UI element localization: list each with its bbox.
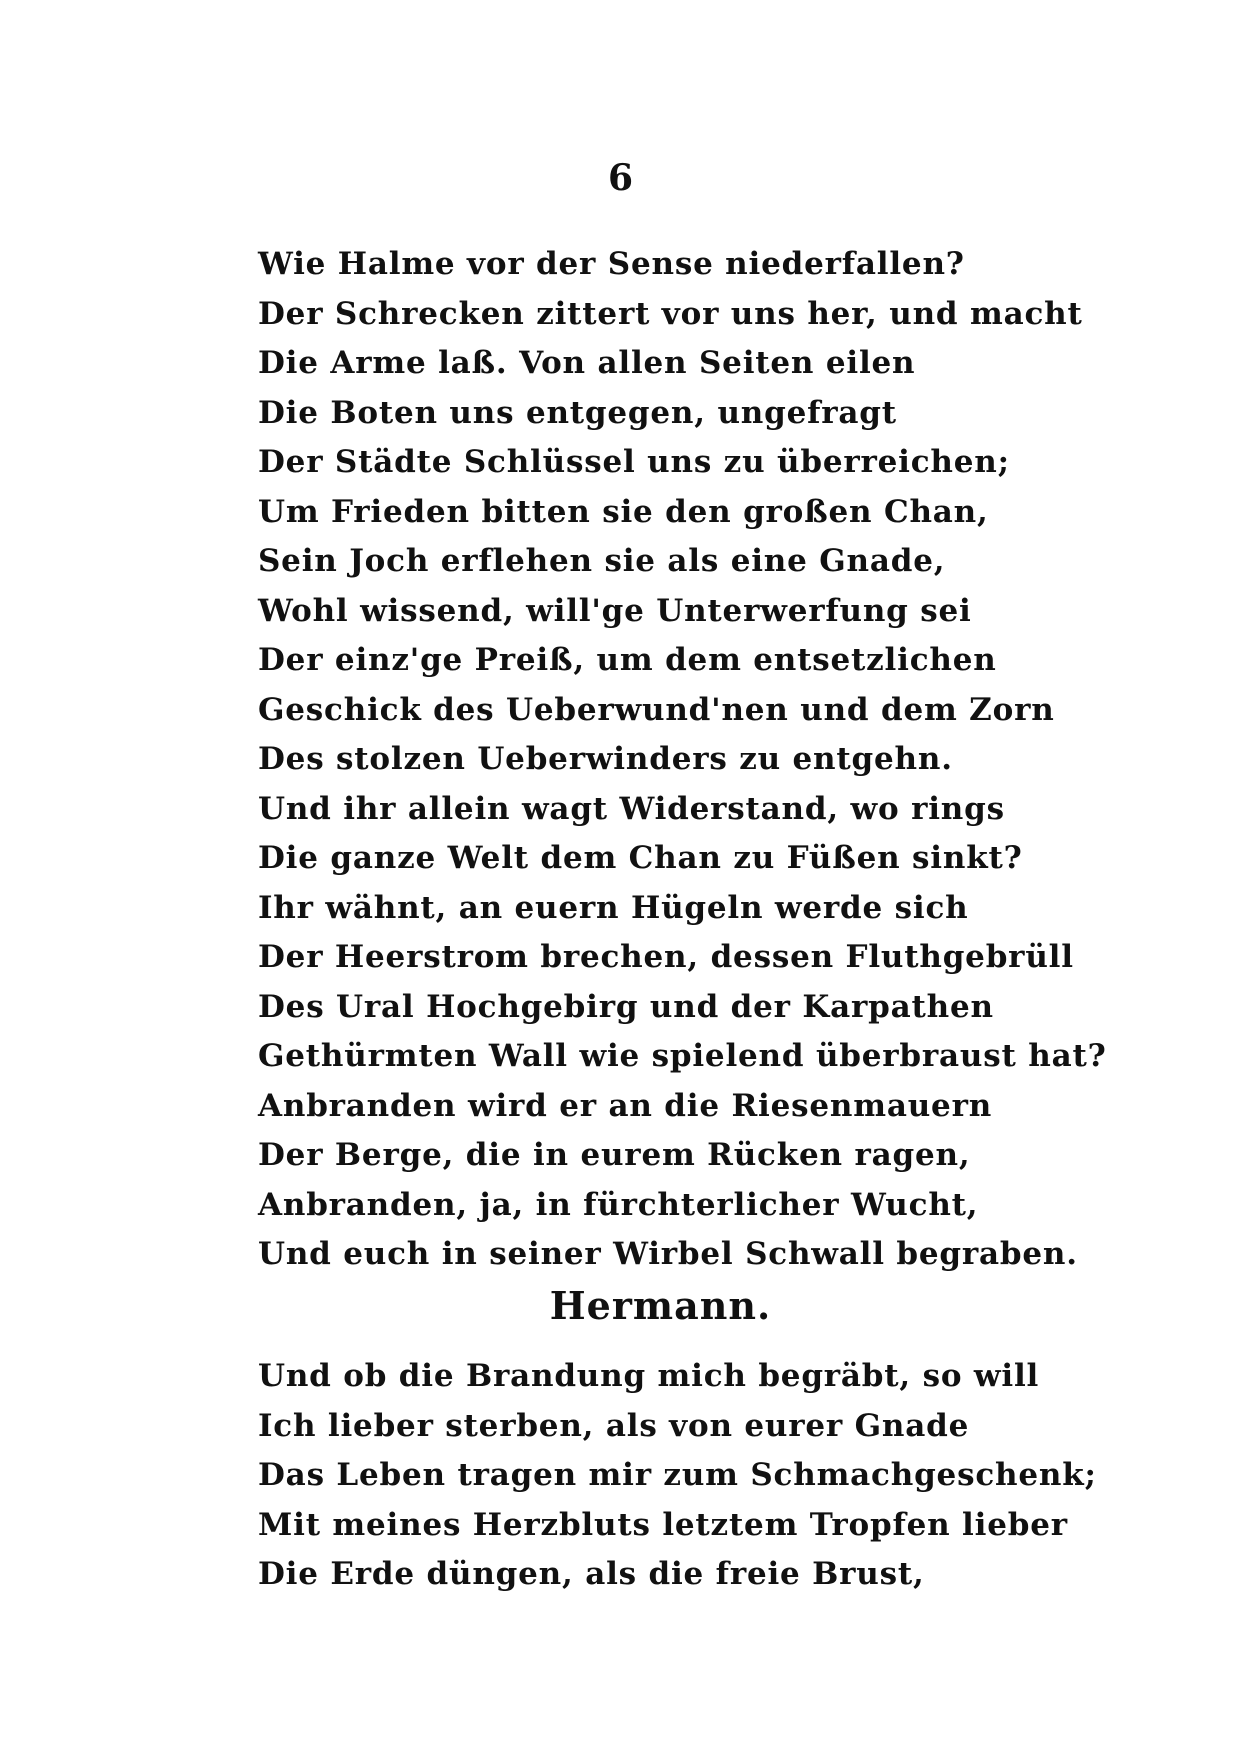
verse-line: Mit meines Herzbluts letztem Tropfen lieber xyxy=(258,1506,1068,1543)
page-number: 6 xyxy=(607,157,634,199)
verse-line: Die Arme laß. Von allen Seiten eilen xyxy=(258,345,916,381)
verse-line: Ihr wähnt, an euern Hügeln werde sich xyxy=(258,889,969,926)
verse-line: Gethürmten Wall wie spielend überbraust hat? xyxy=(258,1038,1107,1074)
verse-line: Der Schrecken zittert vor uns her, und macht xyxy=(258,295,1083,332)
verse-block-1 xyxy=(258,240,1158,1280)
verse-line: Sein Joch erflehen sie als eine Gnade, xyxy=(258,543,946,579)
verse-line: Wie Halme vor der Sense niederfallen? xyxy=(258,246,965,282)
verse-line: Ich lieber sterben, als von eurer Gnade xyxy=(258,1407,970,1444)
verse-line: Anbranden, ja, in fürchterlicher Wucht, xyxy=(258,1186,979,1223)
verse-line: Des Ural Hochgebirg und der Karpathen xyxy=(258,988,994,1025)
verse-line: Das Leben tragen mir zum Schmachgeschenk; xyxy=(258,1457,1097,1493)
verse-line: Geschick des Ueberwund'nen und dem Zorn xyxy=(258,691,1055,728)
verse-line: Der Heerstrom brechen, dessen Fluthgebrüll xyxy=(258,939,1074,975)
verse-block-2 xyxy=(258,1352,1158,1600)
verse-line: Der einz'ge Preiß, um dem entsetzlichen xyxy=(258,642,997,678)
verse-line: Die ganze Welt dem Chan zu Füßen sinkt? xyxy=(258,840,1023,876)
speaker-heading: Hermann. xyxy=(549,1283,772,1328)
verse-line: Und euch in seiner Wirbel Schwall begraben. xyxy=(258,1236,1078,1272)
verse-line: Der Berge, die in eurem Rücken ragen, xyxy=(258,1137,971,1173)
verse-line: Der Städte Schlüssel uns zu überreichen; xyxy=(258,444,1010,480)
verse-line: Wohl wissend, will'ge Unterwerfung sei xyxy=(258,592,972,629)
verse-line: Die Boten uns entgegen, ungefragt xyxy=(258,394,897,431)
verse-line: Um Frieden bitten sie den großen Chan, xyxy=(258,493,989,530)
verse-line: Und ihr allein wagt Widerstand, wo rings xyxy=(258,790,1005,827)
verse-line: Und ob die Brandung mich begräbt, so will xyxy=(258,1358,1040,1394)
verse-line: Des stolzen Ueberwinders zu entgehn. xyxy=(258,741,953,777)
verse-line: Anbranden wird er an die Riesenmauern xyxy=(258,1087,993,1124)
verse-line: Die Erde düngen, als die freie Brust, xyxy=(258,1556,925,1592)
